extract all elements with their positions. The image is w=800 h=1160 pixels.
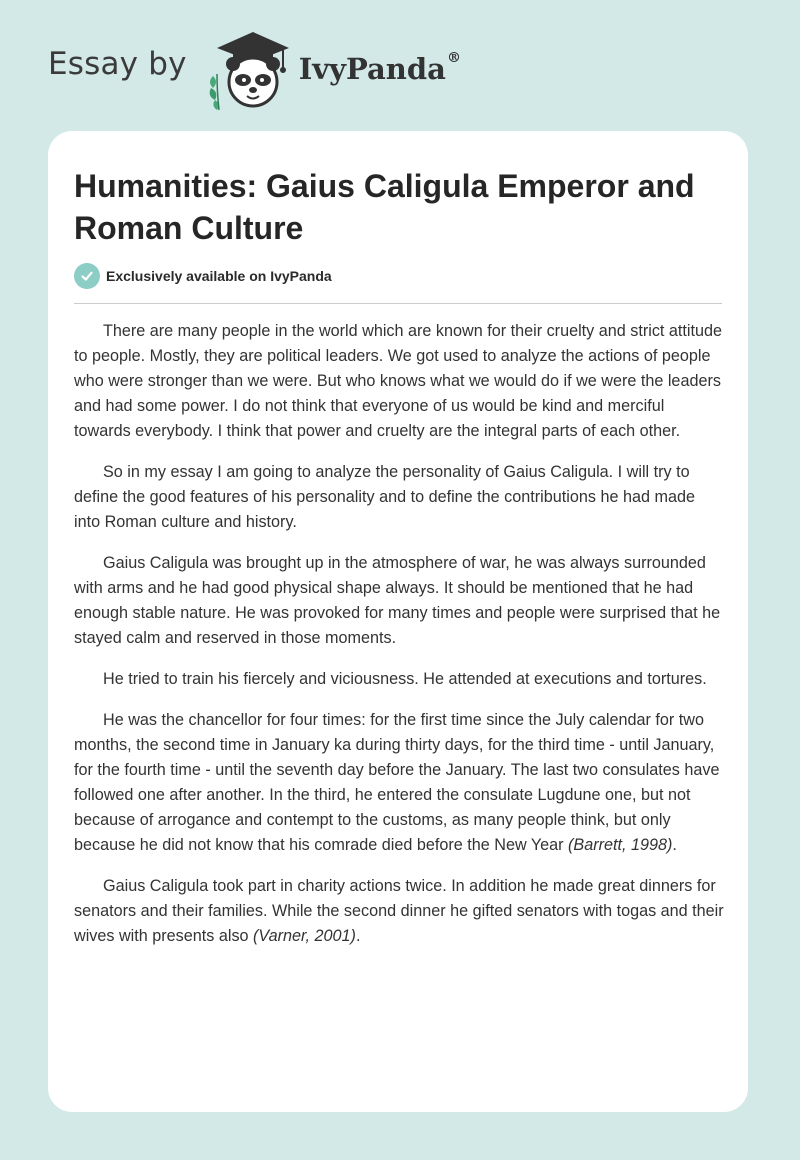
divider: [74, 303, 722, 304]
essay-body: [74, 319, 724, 965]
registered-mark: ®: [446, 50, 461, 66]
essay-card: [48, 131, 748, 1112]
paragraph: He was the chancellor for four times: for the first time since the July calendar for two months, the second time in January ka during thirty days, for the third time - until January, for the fourth time - until the seventh day before the January. The last two consulates have followed one after another. In the third, he entered the consulate Lugdune one, but not because of arrogance and contempt to the customs, as many people think, but only because he did not know that his comrade died before the New Year (Barrett, 1998).: [74, 711, 720, 854]
brand-name[interactable]: IvyPanda®: [298, 50, 461, 86]
essay-by-label: Essay by: [48, 46, 187, 82]
essay-title: Humanities: Gaius Caligula Emperor and Roman Culture: [74, 168, 695, 246]
paragraph: There are many people in the world which are known for their cruelty and strict attitude to people. Mostly, they are political leaders. We got used to analyze the actions of people who were stronger than we were. But who knows what we would do if we were the leaders and had some power. I do not think that everyone of us would be kind and merciful towards everybody. I think that power and cruelty are the integral parts of each other.: [74, 322, 723, 440]
paragraph: So in my essay I am going to analyze the personality of Gaius Caligula. I will try to define the good features of his personality and to define the contributions he had made into Roman culture and history.: [74, 463, 695, 531]
exclusive-badge: [74, 263, 332, 289]
paragraph: He tried to train his fiercely and viciousness. He attended at executions and tortures.: [103, 670, 707, 688]
check-icon: [74, 263, 100, 289]
exclusive-text: Exclusively available on IvyPanda: [106, 268, 332, 284]
citation: (Barrett, 1998): [568, 836, 673, 854]
site-header: [48, 28, 461, 112]
citation: (Varner, 2001): [253, 927, 356, 945]
paragraph: Gaius Caligula took part in charity actions twice. In addition he made great dinners for senators and their families. While the second dinner he gifted senators with togas and their wives with presents also (Varner, 2001).: [74, 877, 724, 945]
paragraph: Gaius Caligula was brought up in the atmosphere of war, he was always surrounded with arms and he had good physical shape always. It should be mentioned that he had enough stable nature. He was provoked for many times and people were surprised that he stayed calm and reserved in those moments.: [74, 554, 721, 647]
panda-graduate-icon[interactable]: [203, 28, 295, 112]
